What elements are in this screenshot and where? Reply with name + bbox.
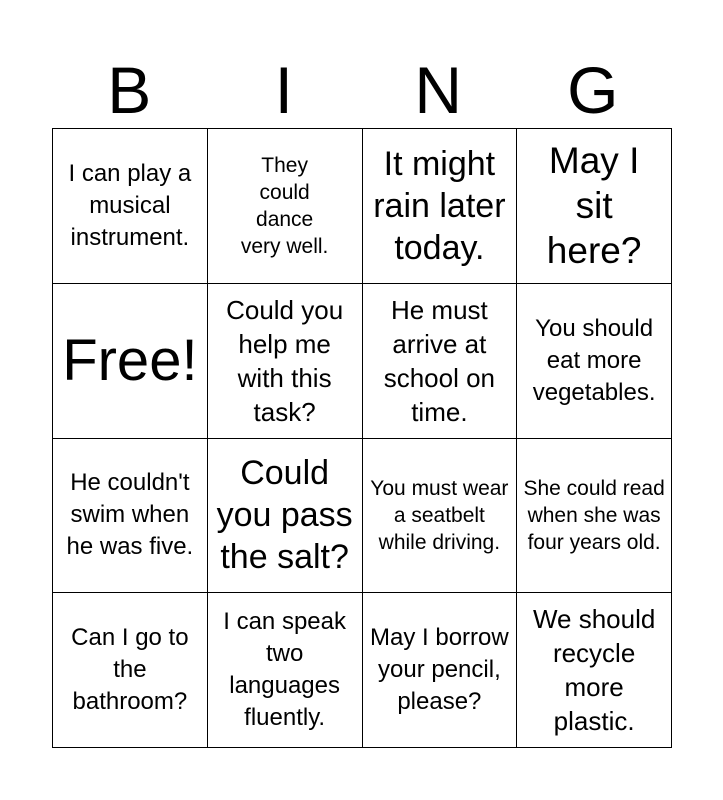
cell-text: You must wear a seatbelt while driving.: [370, 476, 509, 554]
bingo-cell[interactable]: [208, 439, 363, 594]
cell-text: Could you pass the salt?: [216, 454, 353, 577]
cell-text: They could dance very well.: [240, 153, 329, 258]
bingo-cell[interactable]: [363, 284, 518, 439]
cell-text: He must arrive at school on time.: [383, 294, 496, 427]
header-letter-n: N: [414, 53, 463, 127]
free-space-text: Free!: [62, 327, 198, 393]
bingo-cell[interactable]: [517, 439, 672, 594]
bingo-cell[interactable]: [517, 284, 672, 439]
bingo-cell[interactable]: [363, 593, 518, 748]
cell-text: It might rain later today.: [373, 144, 506, 267]
bingo-cell[interactable]: [53, 593, 208, 748]
bingo-cell[interactable]: [363, 439, 518, 594]
cell-text: Could you help me with this task?: [226, 294, 344, 427]
cell-text: Can I go to the bathroom?: [71, 624, 189, 716]
cell-text: May I borrow your pencil, please?: [370, 624, 509, 716]
bingo-board: [52, 128, 672, 748]
cell-text: I can speak two languages fluently.: [223, 608, 346, 732]
cell-text: May I sit here?: [546, 140, 642, 272]
free-space-cell[interactable]: [53, 284, 208, 439]
cell-text: He couldn't swim when he was five.: [66, 469, 194, 561]
bingo-cell[interactable]: [517, 129, 672, 284]
cell-text: She could read when she was four years old.: [523, 476, 665, 554]
bingo-cell[interactable]: [208, 129, 363, 284]
header-letter-g: G: [567, 53, 619, 127]
bingo-cell[interactable]: [208, 284, 363, 439]
header-letter-b: B: [107, 53, 152, 127]
bingo-header: [52, 52, 670, 128]
bingo-cell[interactable]: [53, 129, 208, 284]
bingo-cell[interactable]: [53, 439, 208, 594]
cell-text: You should eat more vegetables.: [532, 314, 656, 406]
cell-text: We should recycle more plastic.: [532, 604, 656, 737]
header-letter-i: I: [274, 53, 293, 127]
cell-text: I can play a musical instrument.: [68, 159, 192, 251]
bingo-cell[interactable]: [208, 593, 363, 748]
bingo-cell[interactable]: [363, 129, 518, 284]
bingo-cell[interactable]: [517, 593, 672, 748]
